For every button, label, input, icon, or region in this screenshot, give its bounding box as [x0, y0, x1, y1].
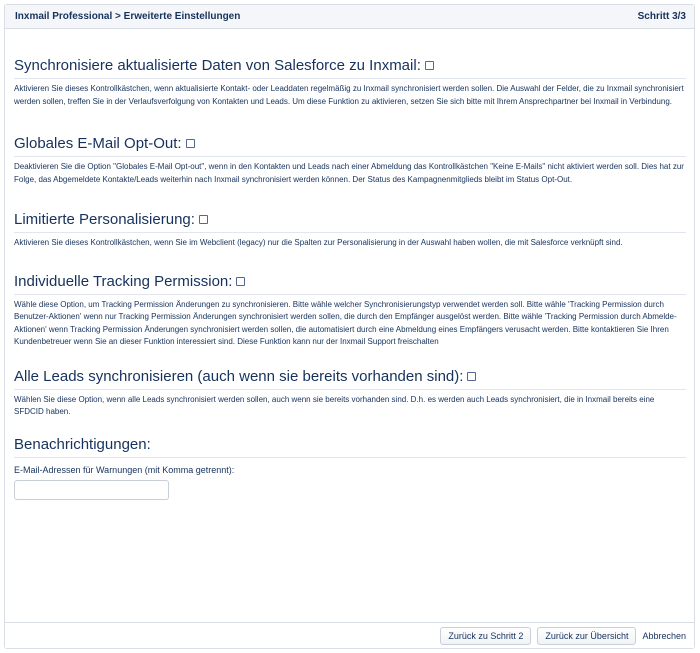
section-sync-updated-data — [14, 57, 686, 108]
section-sync-all-leads — [14, 368, 686, 419]
limited-personalization-checkbox[interactable] — [199, 215, 208, 224]
section-title: Limitierte Personalisierung: — [14, 211, 195, 228]
sync-all-leads-checkbox[interactable] — [467, 372, 476, 381]
section-title: Synchronisiere aktualisierte Daten von Salesforce zu Inxmail: — [14, 57, 421, 74]
back-to-overview-button[interactable]: Zurück zur Übersicht — [537, 627, 636, 645]
section-limited-personalization — [14, 211, 686, 250]
section-description: Aktivieren Sie dieses Kontrollkästchen, wenn aktualisierte Kontakt- oder Leaddaten regelmäßig zu Inxmail synchronisiert werden sollen. Die Auswahl der Felder, die zu Inxmail synchronisiert werden sollen, treffen Sie in der Verlaufsverfolgung von Kontakten und Leads. Um diese Funktion zu aktivieren, setzen Sie sich bitte mit Ihrem Ansprechpartner bei Inxmail in Verbindung. — [14, 84, 684, 106]
section-global-opt-out — [14, 135, 686, 186]
panel-header — [5, 5, 694, 29]
step-indicator: Schritt 3/3 — [637, 11, 686, 22]
tracking-permission-checkbox[interactable] — [236, 277, 245, 286]
sync-updated-data-checkbox[interactable] — [425, 61, 434, 70]
panel-footer — [5, 622, 694, 648]
section-title: Benachrichtigungen: — [14, 435, 151, 453]
section-description: Aktivieren Sie dieses Kontrollkästchen, wenn Sie im Webclient (legacy) nur die Spalten zur Personalisierung in der Auswahl haben wollen, die mit Salesforce verknüpft sind. — [14, 238, 623, 247]
section-title: Alle Leads synchronisieren (auch wenn sie bereits vorhanden sind): — [14, 367, 464, 385]
section-description: Wähle diese Option, um Tracking Permission Änderungen zu synchronisieren. Bitte wähle welcher Synchronisierungstyp verwendet werden soll. Bitte wähle 'Tracking Permission durch Benutzer-Aktionen' wenn nur Tracking Permission Änderungen synchronisiert werden sollen, die durch den Empfänger ausgelöst werden. Bitte wähle 'Tracking Permission durch Abmelde-Aktionen' wenn Tracking Permission Änderungen synchronisiert werden sollen, die automatisiert durch eine Abmeldung eines Empfängers verusacht werden. Bitte kontaktieren Sie Ihren Kundenbetreuer wenn Sie an dieser Funktion interessiert sind. Diese Funktion kann nur der Inxmail Support freischalten — [14, 299, 677, 346]
cancel-link[interactable]: Abbrechen — [642, 630, 686, 641]
section-description: Deaktivieren Sie die Option "Globales E-Mail Opt-out", wenn in den Kontakten und Leads nach einer Abmeldung das Kontrollkästchen "Keine E-Mails" nicht aktiviert werden soll. Dies hat zur Folge, das Abgemeldete Kontakte/Leads weiterhin nach Inxmail synchronisiert werden können. Der Status des Kampagnenmitglieds bleibt im Status Opt-Out. — [14, 162, 684, 184]
section-tracking-permission — [14, 273, 686, 349]
section-notifications — [14, 436, 686, 500]
email-field-label: E-Mail-Adressen für Warnungen (mit Komma getrennt): — [14, 464, 235, 475]
breadcrumb: Inxmail Professional > Erweiterte Einstellungen — [15, 11, 241, 22]
warning-email-input[interactable] — [14, 480, 169, 500]
global-opt-out-checkbox[interactable] — [186, 139, 195, 148]
section-description: Wählen Sie diese Option, wenn alle Leads synchronisiert werden sollen, auch wenn sie bereits vorhanden sind. D.h. es werden auch Leads synchronisiert, die in Inxmail bereits eine SFDCID haben. — [14, 394, 655, 416]
settings-panel — [4, 4, 695, 649]
section-title: Globales E-Mail Opt-Out: — [14, 135, 182, 152]
back-to-step-2-button[interactable]: Zurück zu Schritt 2 — [440, 627, 531, 645]
panel-content — [5, 57, 694, 500]
section-title: Individuelle Tracking Permission: — [14, 272, 233, 290]
